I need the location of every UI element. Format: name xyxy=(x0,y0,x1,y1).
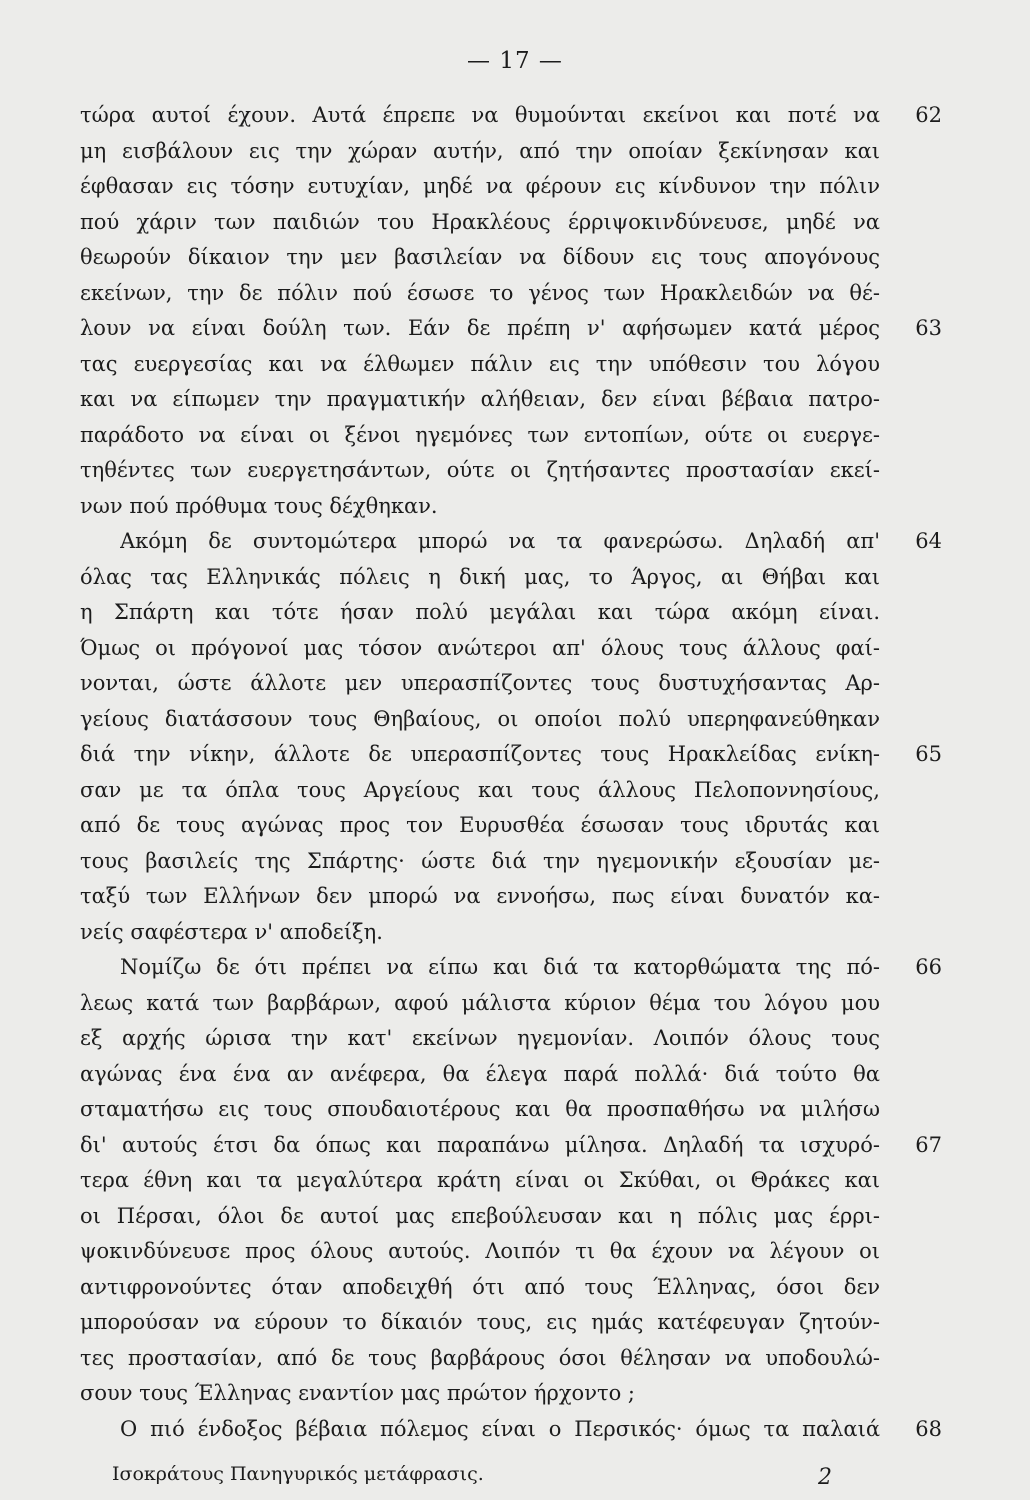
margin-section-number: 67 xyxy=(915,1132,942,1157)
margin-section-number: 62 xyxy=(915,103,942,127)
text-line: τους βασιλείς της Σπάρτης· ώστε διά την ηγεμονικήν εξουσίαν με- xyxy=(80,848,880,873)
text-line: λουν να είναι δούλη των. Εάν δε πρέπη ν' αφήσωμεν κατά μέρος xyxy=(80,316,880,340)
text-line: εξ αρχής ώρισα την κατ' εκείνων ηγεμονίαν. Λοιπόν όλους τους xyxy=(80,1026,880,1050)
text-line: τώρα αυτοί έχουν. Αυτά έπρεπε να θυμούνται εκείνοι και ποτέ να xyxy=(80,103,880,127)
text-line: τηθέντες των ευεργετησάντων, ούτε οι ζητήσαντες προστασίαν εκεί- xyxy=(80,458,880,482)
text-line: ταξύ των Ελλήνων δεν μπορώ να εννοήσω, πως είναι δυνατόν κα- xyxy=(80,884,880,908)
text-line: Νομίζω δε ότι πρέπει να είπω και διά τα κατορθώματα της πό- xyxy=(120,955,880,979)
text-line: από δε τους αγώνας προς τον Ευρυσθέα έσωσαν τους ιδρυτάς και xyxy=(80,813,880,837)
text-line: όλας τας Ελληνικάς πόλεις η δική μας, το Άργος, αι Θήβαι και xyxy=(80,564,880,589)
margin-section-number: 65 xyxy=(915,742,942,766)
text-line: παράδοτο να είναι οι ξένοι ηγεμόνες των εντοπίων, ούτε οι ευεργε- xyxy=(80,422,880,447)
signature-mark: 2 xyxy=(818,1465,832,1490)
text-line: δι' αυτούς έτσι δα όπως και παραπάνω μίλησα. Δηλαδή τα ισχυρό- xyxy=(80,1132,880,1157)
text-line: οι Πέρσαι, όλοι δε αυτοί μας επεβούλευσαν και η πόλις μας έρρι- xyxy=(80,1203,880,1228)
text-line: νονται, ώστε άλλοτε μεν υπερασπίζοντες τους δυστυχήσαντας Αρ- xyxy=(80,671,880,695)
footer-title: Ισοκράτους Πανηγυρικός μετάφρασις. xyxy=(112,1463,484,1485)
text-line: σταματήσω εις τους σπουδαιοτέρους και θα προσπαθήσω να μιλήσω xyxy=(80,1097,880,1121)
text-line: νείς σαφέστερα ν' αποδείξη. xyxy=(80,919,383,944)
text-line: πού χάριν των παιδιών του Ηρακλέους έρριψοκινδύνευσε, μηδέ να xyxy=(80,209,880,234)
text-line: διά την νίκην, άλλοτε δε υπερασπίζοντες τους Ηρακλείδας ενίκη- xyxy=(80,742,880,766)
text-line: μπορούσαν να εύρουν το δίκαιόν τους, εις ημάς κατέφευγαν ζητούν- xyxy=(80,1310,880,1334)
text-line: η Σπάρτη και τότε ήσαν πολύ μεγάλαι και τώρα ακόμη είναι. xyxy=(80,600,880,624)
margin-section-number: 68 xyxy=(915,1416,942,1441)
text-line: αγώνας ένα ένα αν ανέφερα, θα έλεγα παρά πολλά· διά τούτο θα xyxy=(80,1061,880,1086)
margin-section-number: 63 xyxy=(915,316,942,340)
text-line: γείους διατάσσουν τους Θηβαίους, οι οποίοι πολύ υπερηφανεύθηκαν xyxy=(80,706,880,731)
text-line: σουν τους Έλληνας εναντίον μας πρώτον ήρχοντο ; xyxy=(80,1381,635,1405)
text-line: έφθασαν εις τόσην ευτυχίαν, μηδέ να φέρουν εις κίνδυνον την πόλιν xyxy=(80,174,880,198)
text-line: τες προστασίαν, από δε τους βαρβάρους όσοι θέλησαν να υποδουλώ- xyxy=(80,1345,880,1370)
margin-section-number: 64 xyxy=(915,529,942,553)
margin-section-number: 66 xyxy=(915,955,942,979)
text-line: Ακόμη δε συντομώτερα μπορώ να τα φανερώσω. Δηλαδή απ' xyxy=(120,529,880,553)
text-line: θεωρούν δίκαιον την μεν βασιλείαν να δίδουν εις τους απογόνους xyxy=(80,245,880,269)
text-line: Ο πιό ένδοξος βέβαια πόλεμος είναι ο Περσικός· όμως τα παλαιά xyxy=(120,1416,880,1441)
text-line: και να είπωμεν την πραγματικήν αλήθειαν, δεν είναι βέβαια πατρο- xyxy=(80,387,880,411)
text-line: εκείνων, την δε πόλιν πού έσωσε το γένος των Ηρακλειδών να θέ- xyxy=(80,280,880,305)
page-number: — 17 — xyxy=(467,48,563,74)
text-line: τερα έθνη και τα μεγαλύτερα κράτη είναι οι Σκύθαι, οι Θράκες και xyxy=(80,1168,880,1192)
text-line: Όμως οι πρόγονοί μας τόσον ανώτεροι απ' όλους τους άλλους φαί- xyxy=(80,635,880,660)
text-line: λεως κατά των βαρβάρων, αφού μάλιστα κύριον θέμα του λόγου μου xyxy=(80,990,880,1015)
text-line: τας ευεργεσίας και να έλθωμεν πάλιν εις την υπόθεσιν του λόγου xyxy=(80,351,880,376)
text-line: ψοκινδύνευσε προς όλους αυτούς. Λοιπόν τι θα έχουν να λέγουν οι xyxy=(80,1239,880,1263)
text-line: αντιφρονούντες όταν αποδειχθή ότι από τους Έλληνας, όσοι δεν xyxy=(80,1274,880,1299)
text-line: σαν με τα όπλα τους Αργείους και τους άλλους Πελοποννησίους, xyxy=(80,777,880,802)
text-line: νων πού πρόθυμα τους δέχθηκαν. xyxy=(80,493,438,518)
text-line: μη εισβάλουν εις την χώραν αυτήν, από την οποίαν ξεκίνησαν και xyxy=(80,138,880,163)
